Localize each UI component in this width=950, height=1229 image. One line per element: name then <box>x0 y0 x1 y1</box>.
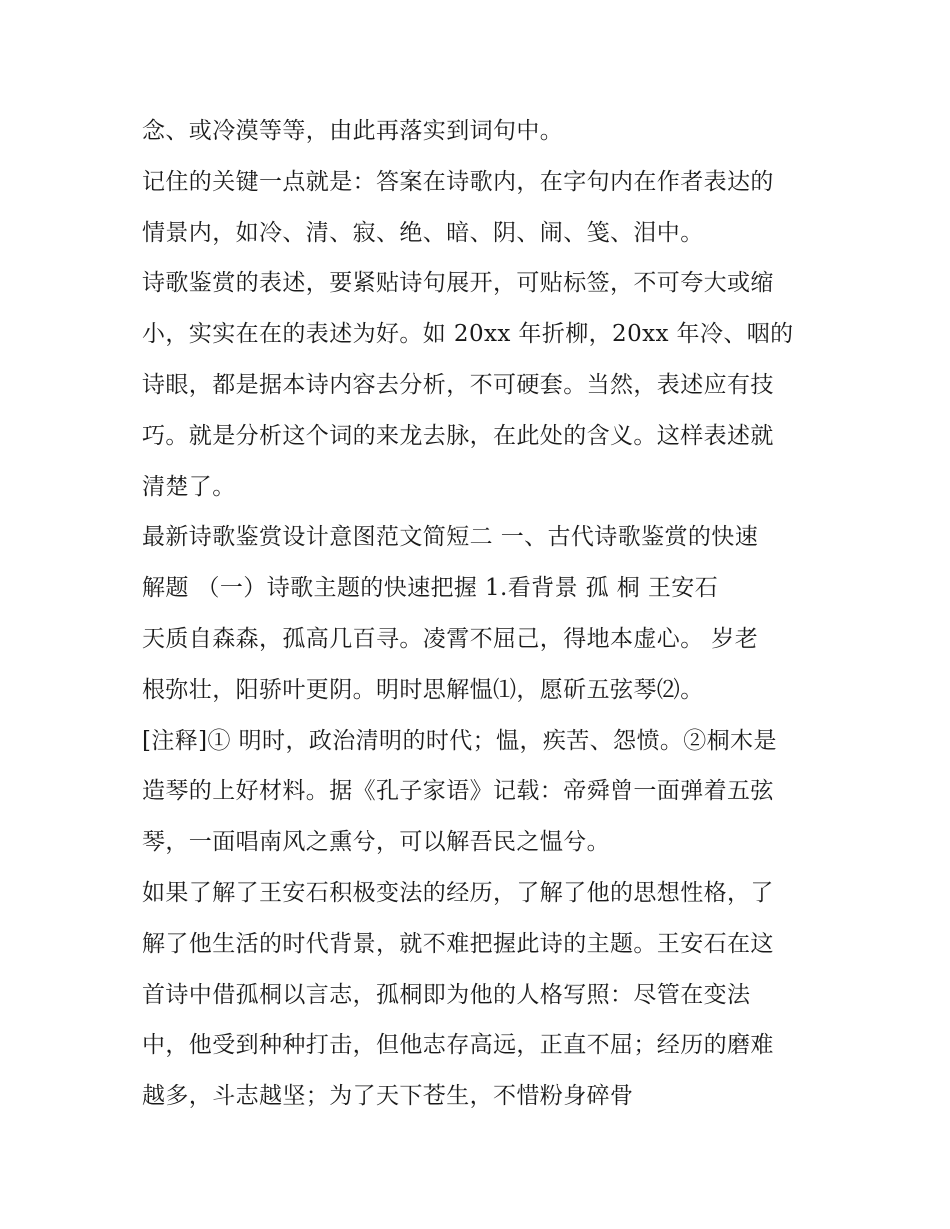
document-body <box>142 106 822 1122</box>
text-line: 清楚了。 <box>142 473 236 500</box>
annotation-line: 琴，一面唱南风之熏兮，可以解吾民之愠兮。 <box>142 829 610 856</box>
text-line: 如果了解了王安石积极变法的经历，了解了他的思想性格，了 <box>142 879 774 906</box>
poem-line: 天质自森森，孤高几百寻。凌霄不屈己，得地本虚心。 岁老 <box>142 625 759 652</box>
text-line: 越多，斗志越坚；为了天下苍生，不惜粉身碎骨 <box>142 1083 634 1110</box>
text-line: 念、或冷漠等等，由此再落实到词句中。 <box>142 118 564 144</box>
poem-line: 根弥壮，阳骄叶更阴。明时思解愠⑴，愿斫五弦琴⑵。 <box>142 676 704 703</box>
text-line: 巧。就是分析这个词的来龙去脉，在此处的含义。这样表述就 <box>142 422 774 449</box>
text-line: 记住的关键一点就是：答案在诗歌内，在字句内在作者表达的 <box>142 168 774 195</box>
text-line: 解题 （一）诗歌主题的快速把握 1.看背景 孤 桐 王安石 <box>142 575 719 602</box>
annotation-line: [注释]① 明时，政治清明的时代；愠，疾苦、怨愤。②桐木是 <box>142 727 777 754</box>
text-line: 最新诗歌鉴赏设计意图范文简短二 一、古代诗歌鉴赏的快速 <box>142 524 759 551</box>
text-line: 诗歌鉴赏的表述，要紧贴诗句展开，可贴标签，不可夸大或缩 <box>142 270 774 297</box>
annotation-line: 造琴的上好材料。据《孔子家语》记载：帝舜曾一面弹着五弦 <box>142 778 774 805</box>
text-line: 中，他受到种种打击，但他志存高远，正直不屈；经历的磨难 <box>142 1032 774 1059</box>
text-line: 小，实实在在的表述为好。如 20xx 年折柳，20xx 年冷、咽的 <box>142 321 794 348</box>
text-line: 解了他生活的时代背景，就不难把握此诗的主题。王安石在这 <box>142 930 774 957</box>
text-line: 首诗中借孤桐以言志，孤桐即为他的人格写照：尽管在变法 <box>142 981 751 1008</box>
text-line: 情景内，如冷、清、寂、绝、暗、阴、闹、笺、泪中。 <box>142 219 704 246</box>
text-line: 诗眼，都是据本诗内容去分析，不可硬套。当然，表述应有技 <box>142 371 774 398</box>
